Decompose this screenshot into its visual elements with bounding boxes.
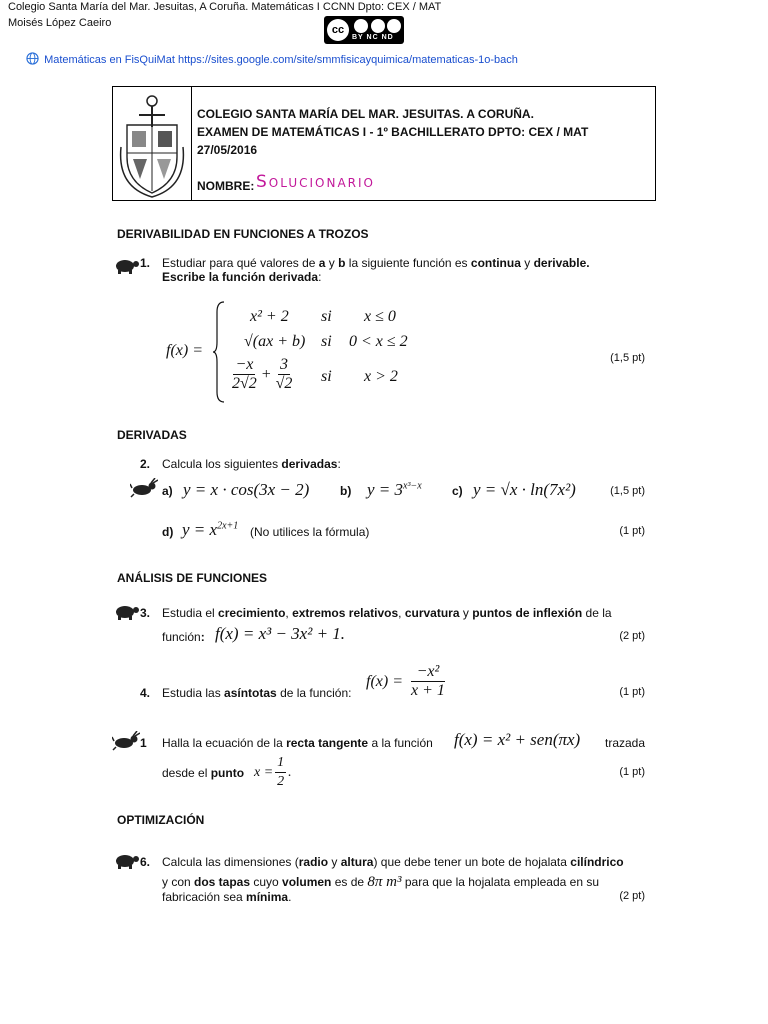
note: (No utilices la fórmula) [250, 525, 370, 539]
rabbit-icon [130, 478, 158, 498]
text: x = [254, 764, 274, 780]
by-icon [354, 19, 368, 33]
text: cilíndrico [570, 855, 624, 869]
points: (1 pt) [619, 686, 645, 698]
piece-2: √(ax + b) [244, 333, 306, 350]
question-number: 6. [140, 855, 151, 869]
text: volumen [282, 875, 332, 889]
question-number: 3. [140, 606, 151, 620]
text: x³−x [403, 480, 422, 492]
globe-icon [26, 52, 39, 65]
text: Estudia las [162, 686, 225, 700]
formula-a: y = x · cos(3x − 2) [183, 480, 310, 499]
question-number: 2. [140, 457, 151, 471]
text: Estudia el [162, 606, 219, 620]
text: y [520, 256, 534, 270]
text: punto [210, 766, 245, 780]
points: (1 pt) [619, 525, 645, 537]
text: 2 [277, 774, 285, 789]
crest-anchor-icon [113, 87, 191, 200]
text: cuyo [250, 875, 283, 889]
question-text [162, 606, 612, 620]
points: (1,5 pt) [610, 352, 645, 364]
name-value: Solucionario [256, 172, 375, 192]
text: radio [298, 855, 329, 869]
text: + [260, 365, 272, 383]
turtle-icon [112, 256, 140, 276]
text: Halla la ecuación de la [162, 736, 287, 750]
text: 2x+1 [217, 520, 239, 532]
text: 1 [275, 754, 286, 773]
nc-icon [371, 19, 385, 33]
school-crest [113, 87, 192, 200]
text: de la función: [276, 686, 352, 700]
question-text [162, 855, 652, 869]
cc-license-badge[interactable] [324, 16, 404, 44]
question-text [162, 457, 341, 471]
header-line1: Colegio Santa María del Mar. Jesuitas, A Coruña. Matemáticas I CCNN Dpto: CEX / MAT [8, 1, 442, 13]
text: , [285, 606, 293, 620]
section-title: OPTIMIZACIÓN [117, 813, 205, 827]
si-2: si [321, 333, 332, 350]
item-label: b) [340, 484, 352, 498]
exam-title: EXAMEN DE MATEMÁTICAS I - 1º BACHILLERATO DPTO: CEX / MAT [197, 125, 589, 139]
text: : [200, 630, 205, 644]
formula: f(x) = x² + sen(πx) [454, 730, 581, 749]
item-label: c) [452, 484, 463, 498]
text: desde el [162, 766, 211, 780]
question-number: 4. [140, 686, 151, 700]
text: . [340, 624, 346, 643]
site-url-link[interactable]: https://sites.google.com/site/smmfisicayquimica/matematicas-1o-bach [177, 54, 518, 66]
text: de la [582, 606, 612, 620]
formula-c: y = √x · ln(7x²) [473, 480, 576, 499]
school-name: COLEGIO SANTA MARÍA DEL MAR. JESUITAS. A CORUÑA. [197, 107, 534, 121]
question-text-line3 [162, 890, 291, 904]
item-label: d) [162, 525, 174, 539]
piecewise-lhs: f(x) = [166, 342, 203, 359]
text: Escribe la función derivada [162, 270, 319, 284]
question-text [162, 686, 351, 700]
question-text: trazada [605, 736, 646, 750]
text: Estudiar para qué valores de [162, 256, 319, 270]
text: para que la hojalata empleada en su [401, 875, 600, 889]
formula [366, 663, 449, 700]
text: 2√2 [232, 375, 257, 392]
cc-terms: BY NC ND [352, 34, 394, 41]
text: extremos relativos [292, 606, 399, 620]
text: Calcula los siguientes [162, 457, 282, 471]
text: : [337, 457, 341, 471]
text: . [288, 890, 292, 904]
cond-2: 0 < x ≤ 2 [349, 333, 408, 350]
text: a la función [368, 736, 433, 750]
question-number: 1 [140, 736, 147, 750]
text: continua [470, 256, 521, 270]
question-text-line2 [162, 766, 244, 780]
text: asíntotas [224, 686, 277, 700]
text: fabricación sea [162, 890, 247, 904]
text: x + 1 [411, 682, 445, 699]
name-label: NOMBRE: [197, 179, 255, 193]
text: derivadas [281, 457, 338, 471]
text: y [325, 256, 339, 270]
text: 8π m³ [367, 874, 402, 890]
piece-3 [228, 356, 296, 393]
item-label: a) [162, 484, 173, 498]
text: : [318, 270, 322, 284]
points: (1 pt) [619, 766, 645, 778]
text: derivable. [533, 256, 590, 270]
section-title: DERIVADAS [117, 428, 187, 442]
text: dos tapas [194, 875, 251, 889]
si-3: si [321, 368, 332, 385]
text: 3 [279, 356, 288, 373]
section-title: DERIVABILIDAD EN FUNCIONES A TROZOS [117, 227, 369, 241]
formula [215, 624, 345, 644]
rabbit-icon [112, 731, 140, 751]
question-text [162, 256, 590, 270]
formula-d [182, 520, 238, 540]
text: f(x) = x³ − 3x² + 1 [215, 624, 341, 643]
exam-date: 27/05/2016 [197, 143, 258, 157]
text: es de [331, 875, 368, 889]
text: √2 [275, 375, 293, 392]
question-number: 1. [140, 256, 151, 270]
cond-1: x ≤ 0 [364, 308, 396, 325]
text: −x [235, 356, 254, 373]
nd-icon [387, 19, 401, 33]
text: la siguiente función es [345, 256, 471, 270]
question-text-line2 [162, 874, 599, 891]
text: recta tangente [286, 736, 369, 750]
brace-icon [212, 300, 226, 404]
text: y = 3 [367, 480, 404, 499]
text: puntos de inflexión [472, 606, 583, 620]
text: −x² [411, 663, 446, 682]
cond-3: x > 2 [364, 368, 398, 385]
text: a [318, 256, 326, 270]
exam-title-box [112, 86, 656, 201]
question-text-line2 [162, 630, 205, 644]
text: y [328, 855, 341, 869]
text: curvatura [404, 606, 460, 620]
header-author: Moisés López Caeiro [8, 17, 112, 29]
turtle-icon [112, 602, 140, 622]
text: y = x [182, 520, 218, 539]
text: y [459, 606, 473, 620]
formula-b [367, 480, 422, 500]
text: , [398, 606, 405, 620]
text: b [338, 256, 346, 270]
fisquimat-link[interactable]: Matemáticas en FisQuiMat [44, 54, 175, 66]
text: crecimiento [218, 606, 286, 620]
text: f(x) = [366, 672, 403, 690]
turtle-icon [112, 851, 140, 871]
site-link-row [26, 52, 518, 66]
question-text [162, 736, 433, 750]
text: . [288, 764, 292, 780]
points: (2 pt) [619, 630, 645, 642]
formula [254, 754, 292, 791]
text: altura [340, 855, 374, 869]
cc-icon: cc [327, 19, 349, 41]
question-text-line2 [162, 270, 321, 284]
points: (1,5 pt) [610, 485, 645, 497]
text: ) que debe tener un bote de hojalata [373, 855, 571, 869]
si-1: si [321, 308, 332, 325]
points: (2 pt) [619, 890, 645, 902]
text: y con [162, 875, 195, 889]
section-title: ANÁLISIS DE FUNCIONES [117, 571, 268, 585]
text: función [162, 630, 201, 644]
piece-1: x² + 2 [250, 308, 289, 325]
text: mínima [246, 890, 289, 904]
text: Calcula las dimensiones ( [162, 855, 299, 869]
